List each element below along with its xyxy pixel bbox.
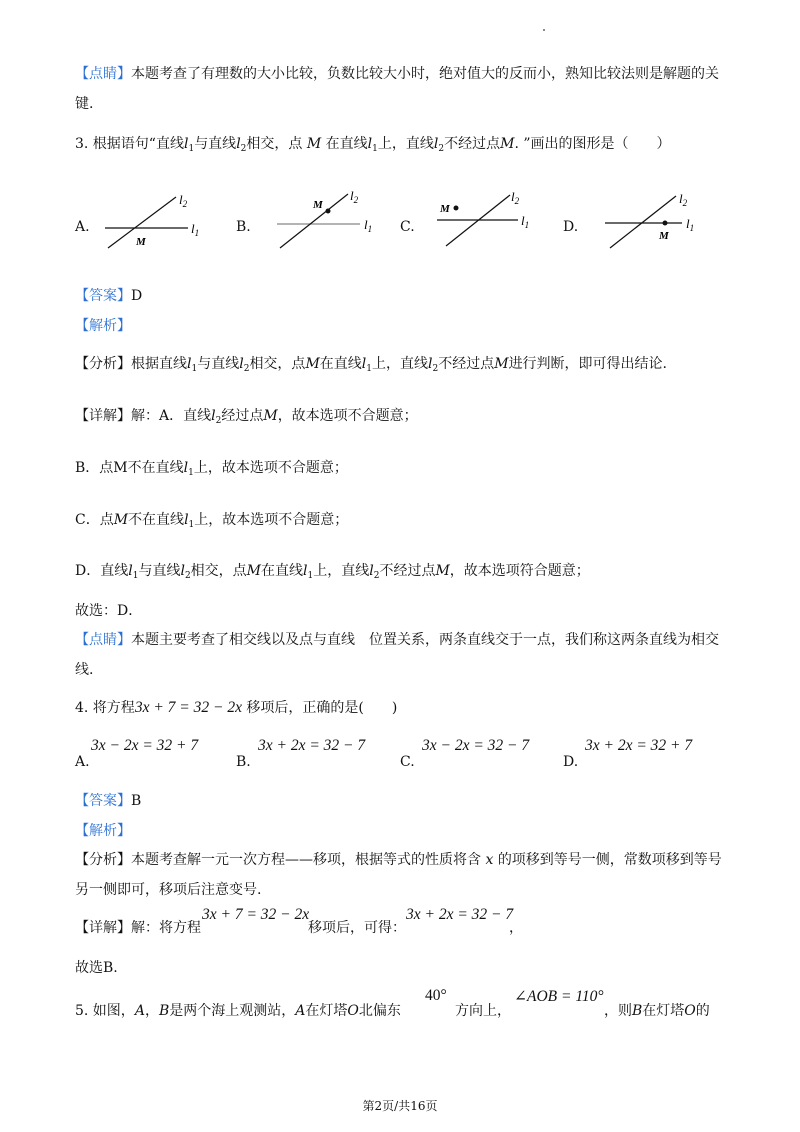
q4-xiangjie-mid: 移项后，可得： [308,920,406,936]
point-m [663,221,668,226]
label-m: M [313,199,323,211]
q5-question-mid: 方向上， [455,1003,511,1019]
q3-question: 3. 根据语句“直线$l_1$与直线$l_2$相交，点 M 在直线$l_1$上，直线$l_2$不经过点M. ”画出的图形是（ ） [75,136,671,154]
prev-dianjing-line2: 键. [75,96,94,112]
point-m [326,209,331,214]
label-l2: $l_2$ [179,192,188,209]
scan-dot [543,29,545,31]
point-m [454,206,459,211]
q4-xiangjie-end: ， [509,920,523,936]
q4-xiangjie-eq1: 3x + 7 = 32 − 2x [202,906,310,923]
label-l2: $l_2$ [350,188,359,205]
q4-equation: 3x + 7 = 32 − 2x [134,699,242,716]
q3-answer [75,286,142,306]
q3-guxuan: 故选：D． [75,603,143,619]
q4-question: 4. 将方程3x + 7 = 32 − 2x 移项后，正确的是( ) [75,699,398,716]
q3-fenxi: 【分析】根据直线$l_1$与直线$l_2$相交，点M在直线$l_1$上，直线$l_2$不经过点M进行判断，即可得出结论. [75,356,668,374]
q3-answer-value: D [131,288,143,304]
answer-tag: 【答案】 [75,288,131,304]
label-l1: $l_1$ [686,216,695,233]
q3-option-b-label: B. [236,219,251,235]
q3-jiexi-tag: 【解析】 [75,318,131,334]
q3-xiangjie-c: C．点M不在直线$l_1$上，故本选项不合题意； [75,512,349,530]
label-m: M [136,236,146,248]
q3-dianjing-line2: 线. [75,662,94,678]
label-l2: $l_2$ [511,189,520,206]
q3-dianjing-line1: 【点睛】本题主要考查了相交线以及点与直线 位置关系，两条直线交于一点，我们称这两条直线为相交 [75,632,719,648]
q4-xiangjie: 【详解】解：将方程 [75,920,201,936]
q5-aob: ∠AOB = 110° [514,988,604,1005]
label-l1: $l_1$ [521,213,530,230]
page-footer: 第2页/共16页 [362,1099,438,1113]
q3-figure-a [100,185,210,255]
q3-option-d-label: D. [563,219,579,235]
dianjing-tag: 【点睛】 [75,66,131,82]
label-m: M [659,230,669,242]
q3-num: 3. 根据语句“直线 [75,136,184,152]
q3-xiangjie-d: D．直线$l_1$与直线$l_2$相交，点M在直线$l_1$上，直线$l_2$不经过点M，故本选项符合题意； [75,563,590,581]
q3-xiangjie-b: B．点M不在直线$l_1$上，故本选项不合题意； [75,460,348,478]
label-l1: $l_1$ [364,217,373,234]
q3-figure-d [600,185,710,255]
q4-jiexi-tag: 【解析】 [75,823,131,839]
prev-dianjing-text: 本题考查了有理数的大小比较，负数比较大小时，绝对值大的反而小，熟知比较法则是解题的关 [131,66,719,82]
q5-angle: 40° [425,987,447,1004]
q4-guxuan: 故选B. [75,960,118,976]
q4-xiangjie-eq2: 3x + 2x = 32 − 7 [406,906,514,923]
q3-option-a-label: A. [75,219,90,235]
label-l1: $l_1$ [191,221,200,238]
q3-figure-b [272,185,382,255]
label-m: M [440,203,450,215]
q4-answer: 【答案】B [75,793,142,809]
q4-fenxi-line2: 另一侧即可，移项后注意变号. [75,882,262,898]
q3-xiangjie-a: 【详解】解：A．直线$l_2$经过点M，故本选项不合题意； [75,408,418,426]
prev-dianjing-line1 [75,64,719,84]
q3-figure-c [432,185,542,255]
label-l2: $l_2$ [679,191,688,208]
q4-fenxi-line1: 【分析】本题考查解一元一次方程——移项，根据等式的性质将含 x 的项移到等号一侧，常数项移到等号 [75,852,722,868]
q3-option-c-label: C. [400,219,415,235]
q5-question-end: ，则B在灯塔O的 [604,1003,710,1019]
q5-question-start: 5. 如图，A，B是两个海上观测站，A在灯塔O北偏东 [75,1003,401,1019]
